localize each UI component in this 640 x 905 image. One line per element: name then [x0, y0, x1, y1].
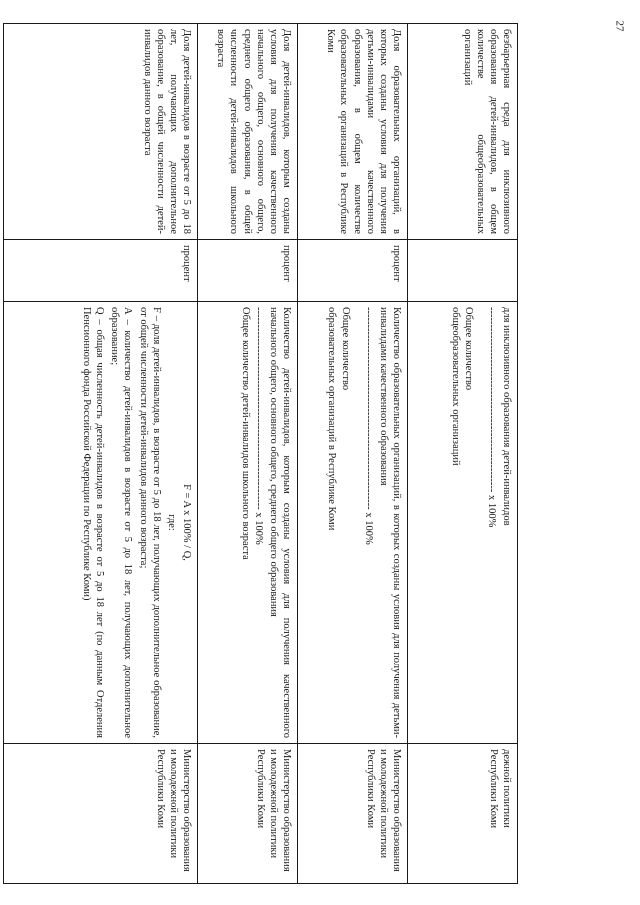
- formula-cell: Количество детей-инвалидов, которым созданы условия для получения качественного начального общего, основного общего, среднего общего образования ---------------------------------------------------------- x 100% Общее количество детей-инвалидов школьного возраста: [198, 302, 298, 744]
- formula-cell: для инклюзивного образования детей-инвалидов ----------------------------------------------------- x 100% Общее количество общеобразовательных организаций: [408, 302, 518, 744]
- indicator-cell: Доля детей-инвалидов, которым созданы условия для получения качественного начального общего, основного общего, среднего общего образования, в общей численности детей-инвалидов школьного возраста: [198, 24, 298, 240]
- unit-cell: процент: [298, 240, 408, 302]
- responsible-cell: Министерство образования и молодежной политики Республики Коми: [298, 744, 408, 884]
- indicator-cell: безбарьерная среда для инклюзивного образования детей-инвалидов, в общем количестве общеобразовательных организаций: [408, 24, 518, 240]
- formula-cell: Количество образовательных организаций, в которых созданы условия для получения детьми-инвалидами качественного образования ---------------------------------------------------------- x 100% Общее количество образовательных организаций в Республике Коми: [298, 302, 408, 744]
- table-row: [198, 24, 298, 884]
- rotated-table-container: [4, 23, 518, 883]
- indicator-cell: Доля детей-инвалидов в возрасте от 5 до 18 лет, получающих дополнительное образование, в общей численности детей-инвалидов данного возраста: [4, 24, 198, 240]
- table-row: [298, 24, 408, 884]
- table-row: [408, 24, 518, 884]
- indicator-cell: Доля образовательных организаций, в которых созданы условия для получения детьми-инвалидами качественного образования, в общем количестве образовательных организаций в Республике Коми: [298, 24, 408, 240]
- indicators-table: [3, 23, 518, 884]
- responsible-cell: Министерство образования и молодежной политики Республики Коми: [4, 744, 198, 884]
- table-row: [4, 24, 198, 884]
- unit-cell: процент: [4, 240, 198, 302]
- responsible-cell: дежной политики Республики Коми: [408, 744, 518, 884]
- unit-cell: [408, 240, 518, 302]
- unit-cell: процент: [198, 240, 298, 302]
- formula-cell: F = A x 100% / Q, где: F – доля детей-инвалидов, в возрасте от 5 до 18 лет, получающих дополнительное образование, от общей численности детей-инвалидов данного возраста; A – количество детей-инвалидов в возрасте от 5 до 18 лет, получающих дополнительное образование; Q – общая численность детей-инвалидов в возрасте от 5 до 18 лет (по данным Отделения Пенсионного фонда Российской Федерации по Республике Коми): [4, 302, 198, 744]
- page-number: 27: [613, 20, 626, 32]
- responsible-cell: Министерство образования и молодежной политики Республики Коми: [198, 744, 298, 884]
